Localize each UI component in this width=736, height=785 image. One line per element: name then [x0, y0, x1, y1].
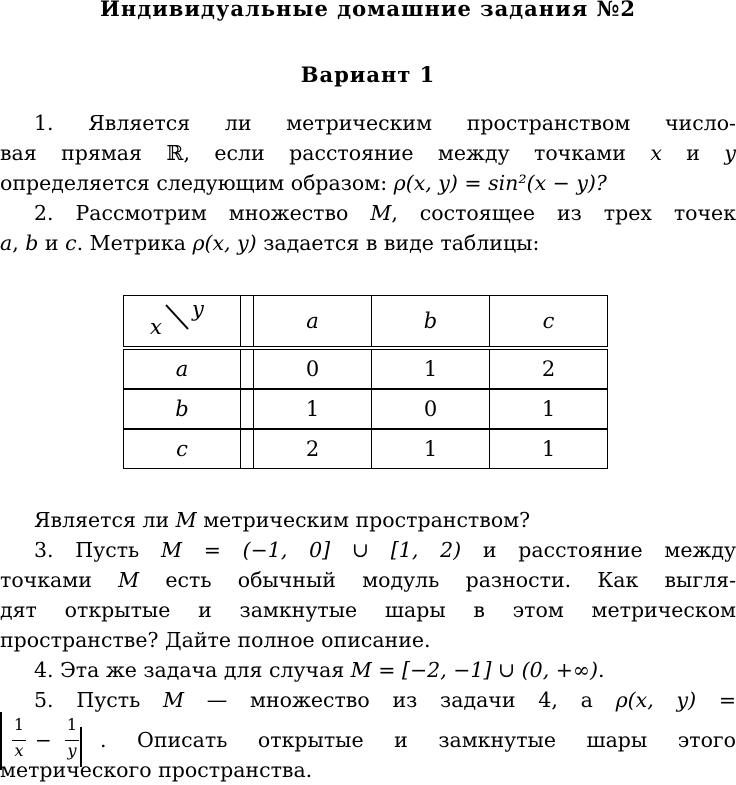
problem-1-line-2: вая прямая ℝ, если расстояние между точками x и y [0, 141, 736, 165]
diagonal-divider [142, 297, 222, 341]
fraction-expression: 1 x − 1 y [13, 715, 78, 760]
table-cell: 1 [254, 389, 372, 429]
problem-3-line-4: пространстве? Дайте полное описание. [0, 628, 431, 652]
problem-1-line-3: определяется следующим образом: ρ(x, y) = sin²(x − y)? [0, 171, 607, 195]
problem-3-line-1: 3. Пусть M = (−1, 0] ∪ [1, 2) и расстояние между [34, 538, 736, 562]
table-row [124, 429, 608, 469]
problem-5-line-3: метрического пространства. [0, 758, 313, 782]
table-cell: 0 [254, 348, 372, 389]
table-header-row [124, 296, 608, 349]
table-corner-cell: x y [124, 296, 241, 349]
table-row [124, 348, 608, 389]
table-spacer-cell [241, 296, 254, 349]
problem-5-line-2: . Описать открытые и замкнутые шары этого [100, 728, 736, 752]
table-spacer-cell [241, 348, 254, 389]
real-line-symbol: ℝ [166, 141, 184, 165]
table-cell: 1 [490, 429, 608, 469]
problem-4: 4. Эта же задача для случая M = [−2, −1] ∪ (0, +∞). [34, 658, 605, 682]
table-row-label: a [124, 348, 241, 389]
table-cell: 1 [372, 429, 490, 469]
table-cell: 2 [254, 429, 372, 469]
problem-5-line-1: 5. Пусть M — множество из задачи 4, а ρ(x, y) = [34, 688, 736, 712]
table-cell: 1 [372, 348, 490, 389]
table-row [124, 389, 608, 429]
problem-2-line-2: a, b и c. Метрика ρ(x, y) задается в виде таблицы: [0, 231, 540, 255]
table-header-cell: c [490, 296, 608, 349]
metric-formula: ρ(x, y) = sin²(x − y)? [393, 171, 607, 195]
table-row-label: b [124, 389, 241, 429]
table-header-cell: a [254, 296, 372, 349]
metric-table [123, 295, 608, 469]
table-spacer-cell [241, 389, 254, 429]
table-spacer-cell [241, 429, 254, 469]
table-cell: 1 [490, 389, 608, 429]
problem-1-line-1: 1. Является ли метрическим пространством число- [34, 111, 736, 135]
problem-2-line-1: 2. Рассмотрим множество M, состоящее из трех точек [34, 201, 736, 225]
problem-3-line-2: точками M есть обычный модуль разности. Как выгля- [0, 568, 736, 592]
table-row-label: c [124, 429, 241, 469]
question-after-table: Является ли M метрическим пространством? [34, 508, 531, 532]
document-title: Индивидуальные домашние задания №2 [99, 0, 636, 21]
table-header-cell: b [372, 296, 490, 349]
problem-3-line-3: дят открытые и замкнутые шары в этом метрическом [0, 598, 736, 622]
variant-heading: Вариант 1 [300, 62, 436, 87]
table-cell: 0 [372, 389, 490, 429]
table-cell: 2 [490, 348, 608, 389]
